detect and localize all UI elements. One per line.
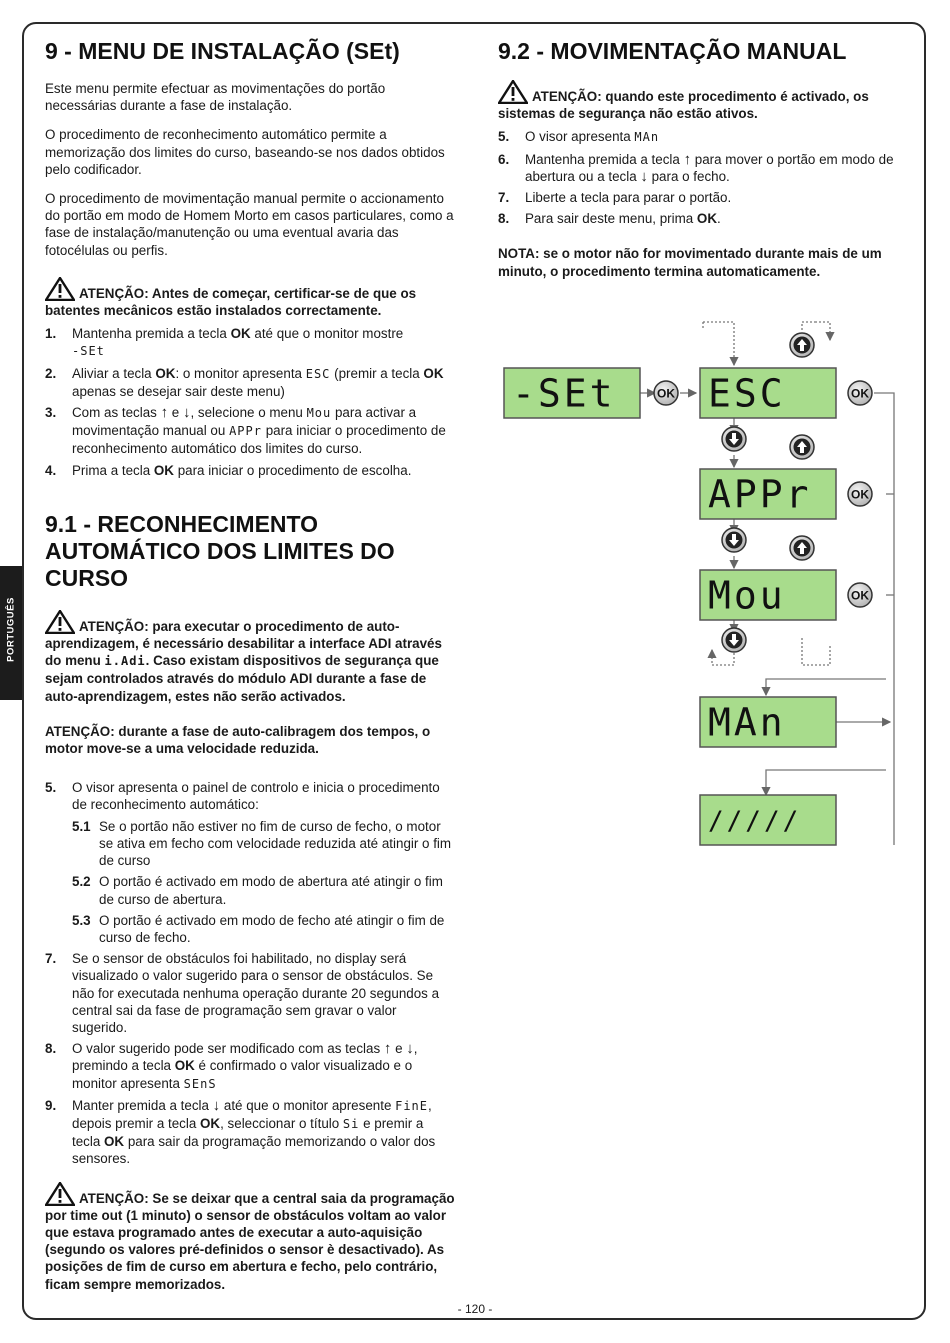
arrow-down-button-icon xyxy=(722,528,746,552)
warning-icon xyxy=(45,1182,75,1206)
list-item: 3. Com as teclas ↑ e ↓, selecione o menu Mou para activar a movimentação manual ou APPr para iniciar o procedimento de reconhecimento automático dos limites do curso. xyxy=(45,404,446,457)
note-text: NOTA: se o motor não for movimentado durante mais de um minuto, o procedimento termina automaticamente. xyxy=(498,246,882,279)
list-item: 4. Prima a tecla OK para iniciar o procedimento de escolha. xyxy=(45,462,412,478)
section-9-title: 9 - MENU DE INSTALAÇÃO (SEt) xyxy=(45,38,400,64)
left-column xyxy=(45,38,455,1299)
lcd-text: -SEt xyxy=(72,344,105,359)
arrow-up-icon: ↑ xyxy=(160,404,169,422)
ok-button-icon xyxy=(848,482,872,506)
svg-text:OK: OK xyxy=(657,386,675,401)
intro-paragraph: O procedimento de movimentação manual permite o accionamento do portão em modo de Homem Morto em casos particulares, como a fase de instalação/manutenção ou uma eventual avaria das fotocélulas ou perfis. xyxy=(45,191,454,258)
section-91-title: 9.1 - RECONHECIMENTO AUTOMÁTICO DOS LIMITES DO CURSO xyxy=(45,510,395,591)
warning-icon xyxy=(498,80,528,104)
lcd-text-man: MAn xyxy=(708,700,786,745)
arrow-down-icon: ↓ xyxy=(182,404,191,422)
lcd-text: SEnS xyxy=(183,1076,217,1091)
menu-flow-diagram xyxy=(490,310,910,855)
right-column xyxy=(498,38,903,286)
arrow-down-button-icon xyxy=(722,427,746,451)
sub-list-item: 5.2 O portão é activado em modo de abertura até atingir o fim de curso de abertura. xyxy=(72,874,443,907)
arrow-up-icon: ↑ xyxy=(683,150,692,168)
sub-list-item: 5.1 Se o portão não estiver no fim de curso de fecho, o motor se ativa em fecho com velocidade reduzida até atingir o fim de curso xyxy=(72,818,452,869)
arrow-up-button-icon xyxy=(790,435,814,459)
list-item: 1. Mantenha premida a tecla OK até que o monitor mostre -SEt xyxy=(45,326,404,359)
svg-text:OK: OK xyxy=(851,588,869,603)
lcd-text: FinE xyxy=(395,1098,429,1113)
page-number: - 120 - xyxy=(457,1302,493,1316)
intro-paragraph: O procedimento de reconhecimento automático permite a memorização dos limites do curso, baseando-se nos dados obtidos pelo codificador. xyxy=(45,127,445,177)
warning-block: ATENÇÃO: Se se deixar que a central saia da programação por time out (1 minuto) o sensor de obstáculos voltam ao valor que estava programado antes de executar a auto-aquisição (segundo os valores pré-definidos o sensor è desactivado). As posições de fim de curso em abertura e fecho, pelo contrário, ficam sempre memorizados. xyxy=(45,1182,455,1293)
sub-list-item: 5.3 O portão é activado em modo de fecho até atingir o fim de curso de fecho. xyxy=(72,912,445,945)
arrow-up-icon: ↑ xyxy=(383,1040,392,1058)
warning-block: ATENÇÃO: Antes de começar, certificar-se de que os batentes mecânicos estão instalados correctamente. xyxy=(45,277,455,319)
arrow-down-icon: ↓ xyxy=(212,1096,221,1114)
svg-text:OK: OK xyxy=(851,487,869,502)
lcd-text: Mou xyxy=(306,406,332,421)
lcd-text-appr: APPr xyxy=(708,472,812,517)
section-92-title: 9.2 - MOVIMENTAÇÃO MANUAL xyxy=(498,38,847,64)
list-item: 2. Aliviar a tecla OK: o monitor apresenta ESC (premir a tecla OK apenas se desejar sair deste menu) xyxy=(45,365,444,399)
svg-text:OK: OK xyxy=(851,386,869,401)
lcd-text-esc: ESC xyxy=(708,371,786,416)
lcd-text: Si xyxy=(342,1116,360,1131)
arrow-down-icon: ↓ xyxy=(640,167,648,185)
language-tab: PORTUGUÊS xyxy=(0,566,22,700)
list-item: 7. Liberte a tecla para parar o portão. xyxy=(498,190,732,206)
list-item: 8. O valor sugerido pode ser modificado com as teclas ↑ e ↓, premindo a tecla OK é confirmado o valor visualizado e o monitor apresenta SEnS xyxy=(45,1040,418,1091)
list-item: 5. O visor apresenta MAn xyxy=(498,129,660,145)
warning-text: ATENÇÃO: durante a fase de auto-calibragem dos tempos, o motor move-se a uma velocidade reduzida. xyxy=(45,723,431,757)
lcd-text-bars: ///// xyxy=(708,806,802,837)
arrow-down-icon: ↓ xyxy=(406,1040,414,1058)
lcd-text: i.Adi xyxy=(104,654,146,669)
list-item: 7. Se o sensor de obstáculos foi habilitado, no display será visualizado o valor sugerido para o sensor de obstáculos. Se não for executada nenhuma operação durante 20 segundos a central sai da fase de programação sem gravar o valor sugerido. xyxy=(45,951,440,1035)
list-item: 8. Para sair deste menu, prima OK. xyxy=(498,211,721,227)
intro-paragraph: Este menu permite efectuar as movimentações do portão necessárias durante a fase de instalação. xyxy=(45,81,386,114)
ok-button-icon xyxy=(848,381,872,405)
list-item: 9. Manter premida a tecla ↓ até que o monitor apresente FinE, depois premir a tecla OK, seleccionar o título Si e premir a tecla OK para sair da programação memorizando o valor dos sensores. xyxy=(45,1096,436,1167)
list-item: 5. O visor apresenta o painel de controlo e inicia o procedimento de reconhecimento automático: xyxy=(45,780,440,813)
warning-block: ATENÇÃO: quando este procedimento é activado, os sistemas de segurança não estão ativos. xyxy=(498,80,903,122)
lcd-text-set: -SEt xyxy=(512,371,616,416)
ok-button-icon xyxy=(654,381,678,405)
arrow-down-button-icon xyxy=(722,628,746,652)
list-item: 6. Mantenha premida a tecla ↑ para mover o portão em modo de abertura ou a tecla ↓ para o fecho. xyxy=(498,150,894,185)
lcd-text: MAn xyxy=(634,130,660,145)
warning-icon xyxy=(45,610,75,634)
lcd-text: ESC xyxy=(305,366,331,381)
arrow-up-button-icon xyxy=(790,333,814,357)
arrow-up-button-icon xyxy=(790,536,814,560)
lcd-text: APPr xyxy=(229,424,262,439)
warning-icon xyxy=(45,277,75,301)
lcd-text-mou: Mou xyxy=(708,573,786,618)
warning-block: ATENÇÃO: para executar o procedimento de auto-aprendizagem, é necessário desabilitar a interface ADI através do menu i.Adi. Caso existam dispositivos de segurança que sejam controlados através do módulo ADI durante a fase de auto-aprendizagem, estes não serão activados. xyxy=(45,610,455,705)
ok-button-icon xyxy=(848,583,872,607)
